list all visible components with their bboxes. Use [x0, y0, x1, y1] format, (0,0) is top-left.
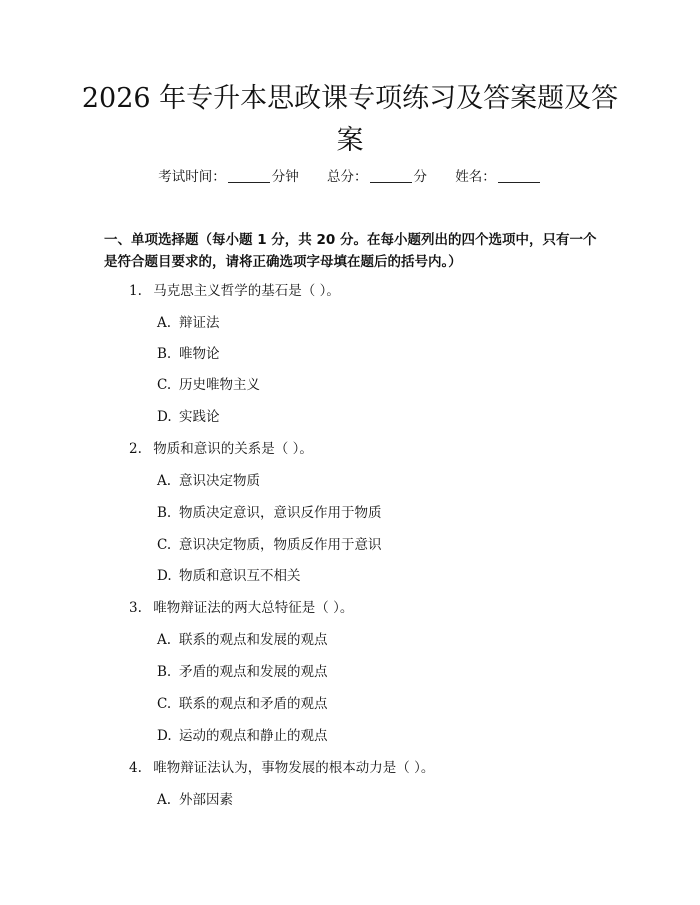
option-2d — [157, 566, 301, 586]
question-stem: 唯物辩证法认为，事物发展的根本动力是（ ）。 — [153, 760, 435, 776]
total-score-unit: 分 — [413, 169, 427, 185]
question-number: 1. — [129, 283, 142, 299]
option-text: 物质和意识互不相关 — [179, 568, 301, 584]
name-label: 姓名： — [455, 169, 496, 185]
option-3d — [157, 726, 328, 746]
option-letter: A. — [157, 792, 172, 808]
exam-time-field — [158, 167, 299, 187]
option-2c — [157, 535, 382, 555]
option-2a — [157, 471, 260, 491]
option-letter: D. — [157, 409, 172, 425]
option-text: 联系的观点和矛盾的观点 — [179, 696, 328, 712]
total-score-label: 总分： — [327, 169, 368, 185]
option-1b — [157, 344, 220, 364]
option-3c — [157, 694, 328, 714]
option-2b — [157, 503, 382, 523]
option-text: 物质决定意识，意识反作用于物质 — [179, 505, 382, 521]
option-text: 唯物论 — [179, 346, 220, 362]
question-number: 2. — [129, 441, 142, 457]
name-field — [455, 167, 542, 187]
option-4a — [157, 790, 233, 810]
page-title: 2026 年专升本思政课专项练习及答案题及答案 — [81, 83, 619, 156]
total-score-field — [327, 167, 427, 187]
option-letter: A. — [157, 632, 172, 648]
option-text: 联系的观点和发展的观点 — [179, 632, 328, 648]
question-stem: 唯物辩证法的两大总特征是（ ）。 — [153, 600, 354, 616]
option-letter: B. — [157, 664, 172, 680]
option-letter: C. — [157, 696, 172, 712]
exam-meta-line — [0, 167, 700, 187]
exam-time-unit: 分钟 — [271, 169, 299, 185]
option-text: 辩证法 — [179, 315, 220, 331]
option-1d — [157, 407, 220, 427]
option-letter: C. — [157, 537, 172, 553]
option-letter: B. — [157, 505, 172, 521]
question-stem: 马克思主义哲学的基石是（ ）。 — [153, 283, 340, 299]
option-text: 历史唯物主义 — [179, 377, 260, 393]
option-3b — [157, 662, 328, 682]
name-blank — [498, 168, 540, 183]
question-number: 3. — [129, 600, 142, 616]
question-4 — [129, 758, 434, 778]
question-stem: 物质和意识的关系是（ ）。 — [153, 441, 313, 457]
question-1 — [129, 281, 340, 301]
option-text: 矛盾的观点和发展的观点 — [179, 664, 328, 680]
option-text: 意识决定物质，物质反作用于意识 — [179, 537, 382, 553]
option-1c — [157, 375, 260, 395]
exam-time-blank — [228, 168, 270, 183]
question-2 — [129, 439, 313, 459]
option-letter: A. — [157, 315, 172, 331]
option-letter: B. — [157, 346, 172, 362]
question-3 — [129, 598, 353, 618]
option-3a — [157, 630, 328, 650]
option-text: 运动的观点和静止的观点 — [179, 728, 328, 744]
question-number: 4. — [129, 760, 142, 776]
option-letter: D. — [157, 728, 172, 744]
option-letter: A. — [157, 473, 172, 489]
option-text: 意识决定物质 — [179, 473, 260, 489]
option-letter: D. — [157, 568, 172, 584]
exam-time-label: 考试时间： — [158, 169, 226, 185]
option-text: 实践论 — [179, 409, 220, 425]
option-text: 外部因素 — [179, 792, 233, 808]
option-letter: C. — [157, 377, 172, 393]
total-score-blank — [370, 168, 412, 183]
option-1a — [157, 313, 220, 333]
section-heading: 一、单项选择题（每小题 1 分，共 20 分。在每小题列出的四个选项中，只有一个是符合题目要求的，请将正确选项字母填在题后的括号内。） — [104, 232, 597, 270]
